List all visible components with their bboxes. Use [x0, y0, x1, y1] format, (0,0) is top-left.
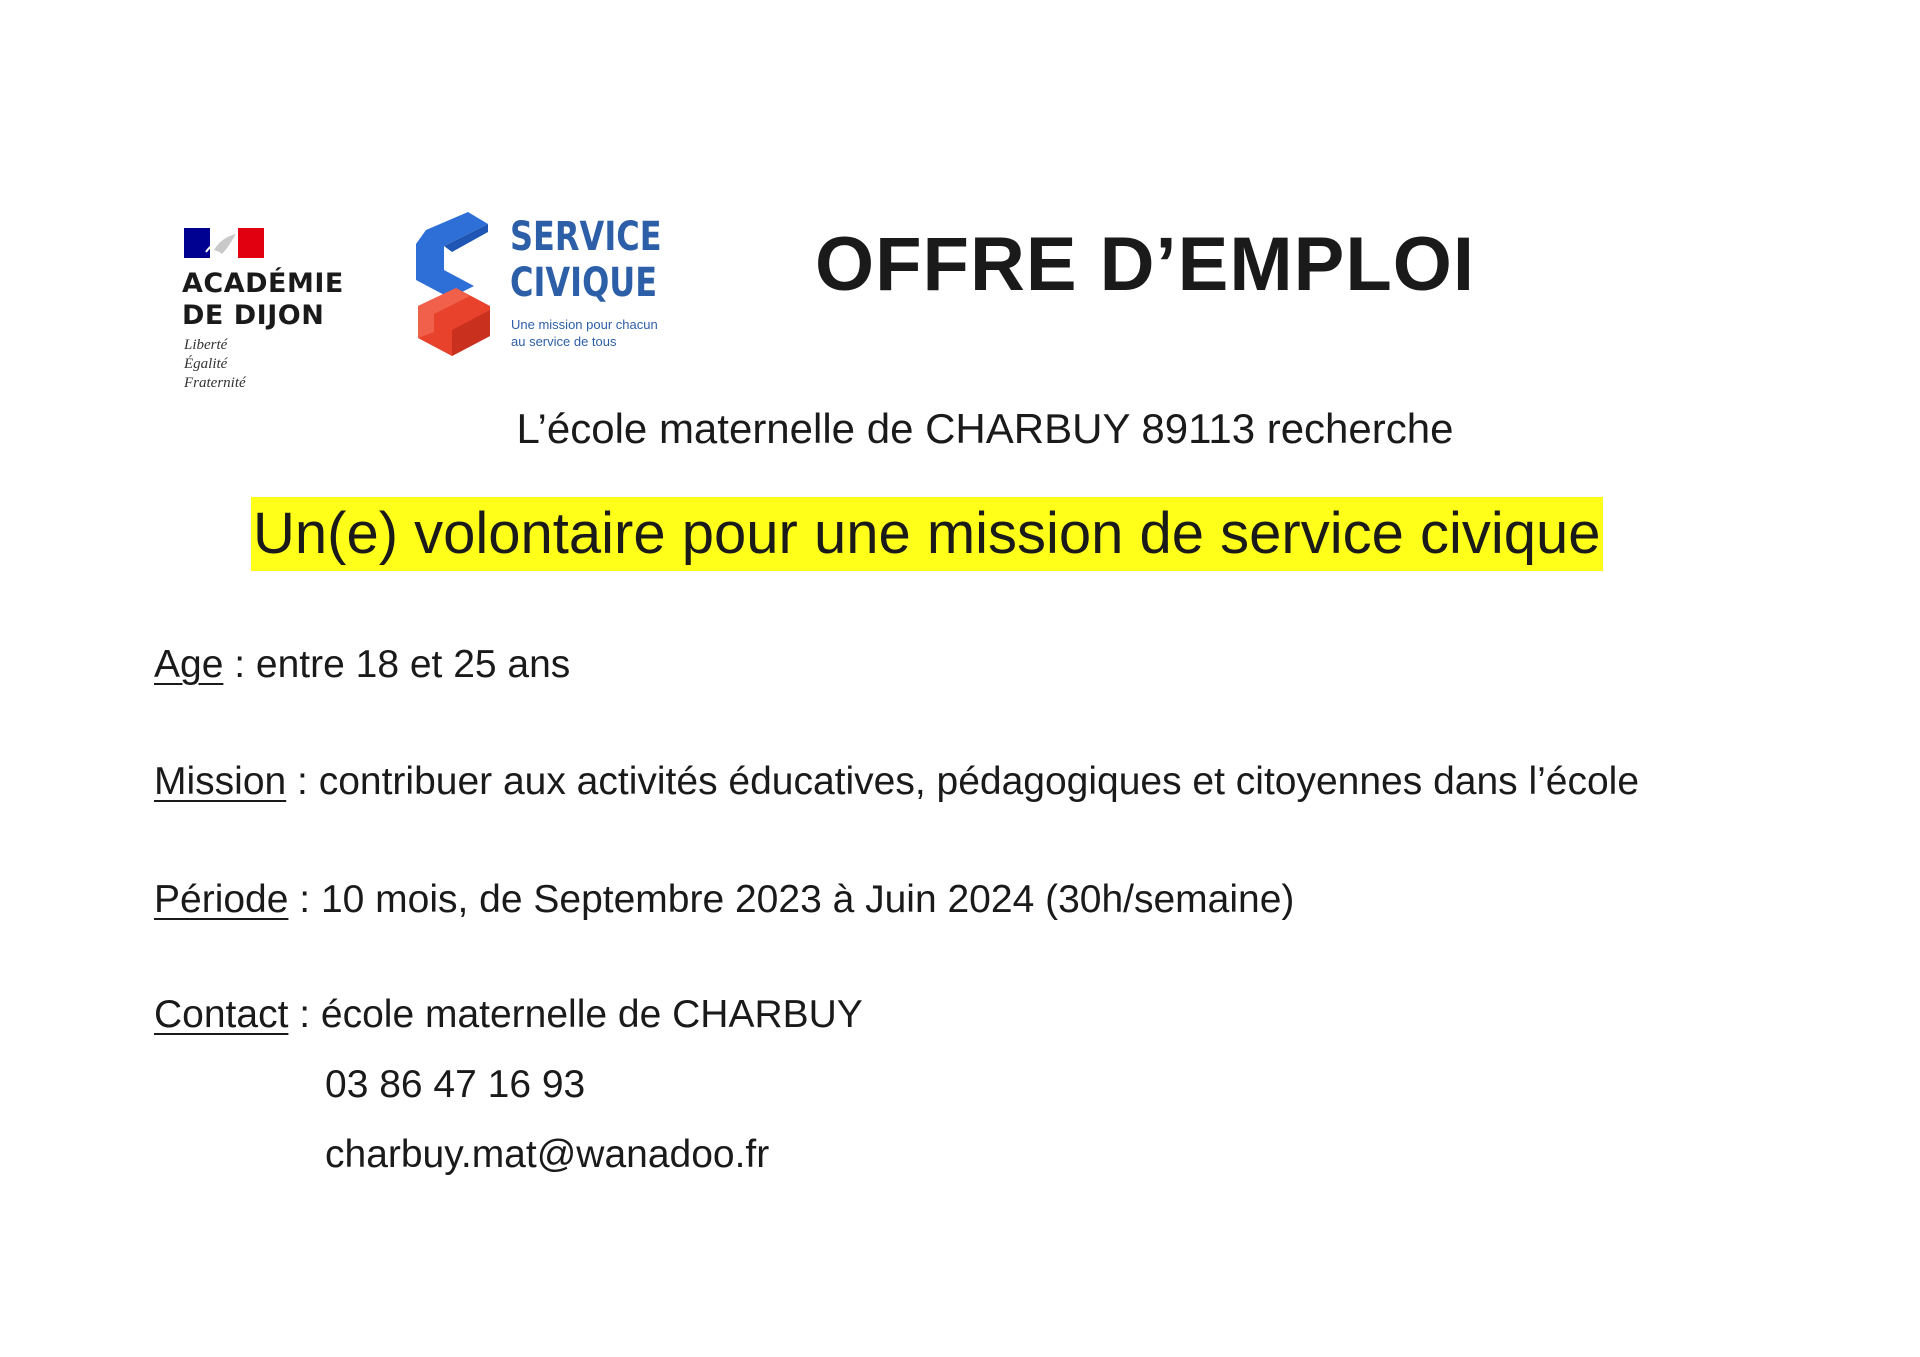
- academie-dijon-logo: [182, 222, 362, 397]
- detail-contact-value: : école maternelle de CHARBUY: [288, 993, 863, 1036]
- detail-contact: [154, 990, 863, 1040]
- detail-periode: [154, 875, 1294, 925]
- detail-periode-value: : 10 mois, de Septembre 2023 à Juin 2024 (30h/semaine): [288, 878, 1295, 921]
- service-civique-tagline-line1: Une mission pour chacun: [511, 317, 658, 332]
- republique-francaise-flag-icon: [184, 226, 266, 260]
- academie-name-line2: DE DIJON: [182, 300, 325, 331]
- page-title: OFFRE D’EMPLOI: [815, 222, 1475, 307]
- detail-mission-value: : contribuer aux activités éducatives, pédagogiques et citoyennes dans l’école: [286, 760, 1640, 803]
- detail-contact-label: Contact: [154, 993, 289, 1036]
- detail-age-label: Age: [154, 643, 224, 686]
- motto-liberte: Liberté: [184, 337, 228, 353]
- contact-email: charbuy.mat@wanadoo.fr: [325, 1133, 770, 1176]
- academie-name-line1: ACADÉMIE: [182, 268, 344, 299]
- detail-age-value: : entre 18 et 25 ans: [223, 643, 571, 686]
- service-civique-tagline-line2: au service de tous: [511, 334, 617, 349]
- detail-age: [154, 640, 570, 690]
- motto-fraternite: Fraternité: [184, 375, 246, 391]
- service-civique-mark-icon: [408, 210, 496, 358]
- republic-motto: [184, 336, 246, 393]
- service-civique-title-line2: CIVIQUE: [510, 260, 658, 306]
- contact-phone: 03 86 47 16 93: [325, 1063, 586, 1106]
- service-civique-logo: [408, 210, 678, 360]
- academie-name: [182, 268, 344, 332]
- detail-mission: [154, 757, 1639, 807]
- service-civique-title: [510, 214, 662, 306]
- detail-periode-label: Période: [154, 878, 289, 921]
- detail-mission-label: Mission: [154, 760, 287, 803]
- motto-egalite: Égalité: [184, 356, 228, 372]
- service-civique-title-line1: SERVICE: [510, 214, 662, 260]
- intro-text: L’école maternelle de CHARBUY 89113 recherche: [516, 405, 1454, 452]
- highlight-headline: Un(e) volontaire pour une mission de service civique: [251, 497, 1603, 571]
- highlight-headline-wrapper: [251, 497, 1603, 571]
- service-civique-tagline: [511, 316, 658, 350]
